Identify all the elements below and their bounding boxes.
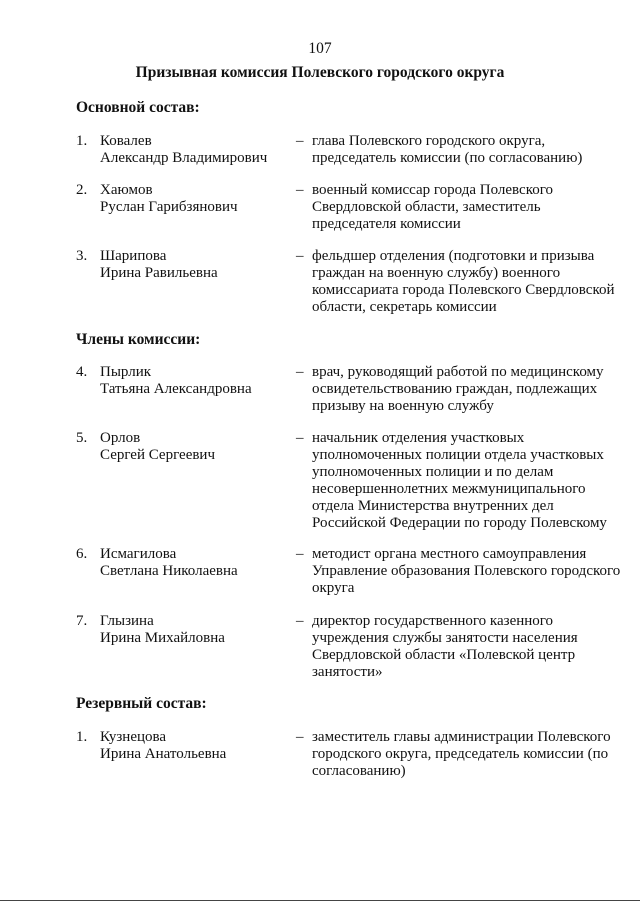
section-heading-members: Члены комиссии: [76,331,201,348]
member-role: глава Полевского городского округа, председатель комиссии (по согласованию) [312,133,583,166]
page-number: 107 [308,40,332,57]
member-role: директор государственного казенного учреждения службы занятости населения Свердловской области «Полевской центр занятости» [312,613,578,680]
dash-separator: – [296,546,304,562]
member-entry [76,430,616,540]
member-name [100,133,285,167]
member-number: 6. [76,546,88,562]
member-name [100,430,285,464]
member-surname: Шарипова [100,248,167,264]
member-surname: Хаюмов [100,182,153,198]
document-title: Призывная комиссия Полевского городского округа [135,64,505,81]
member-number: 1. [76,133,88,149]
member-given-name: Светлана Николаевна [100,563,238,579]
member-entry [76,613,616,703]
member-role: фельдшер отделения (подготовки и призыва граждан на военную службу) военного комиссариата города Полевского Свердловской области, секретарь комиссии [312,248,615,315]
dash-separator: – [296,248,304,264]
member-role: врач, руководящий работой по медицинскому освидетельствованию граждан, подлежащих призыву на военную службу [312,364,604,414]
member-given-name: Ирина Равильевна [100,265,218,281]
member-role: начальник отделения участковых уполномоченных полиции отдела участковых уполномоченных полиции и по делам несовершеннолетних межмуниципального отдела Министерства внутренних дел Российской Федерации по городу Полевскому [312,430,607,531]
dash-separator: – [296,182,304,198]
member-given-name: Ирина Анатольевна [100,746,227,762]
member-entry [76,729,616,819]
member-surname: Глызина [100,613,154,629]
member-entry [76,248,616,338]
member-name [100,613,285,647]
member-number: 5. [76,430,88,446]
member-given-name: Сергей Сергеевич [100,447,216,463]
dash-separator: – [296,133,304,149]
member-name [100,248,285,282]
dash-separator: – [296,613,304,629]
section-heading-main: Основной состав: [76,99,200,116]
member-role: заместитель главы администрации Полевского городского округа, председатель комиссии (по согласованию) [312,729,611,779]
member-given-name: Ирина Михайловна [100,630,225,646]
dash-separator: – [296,430,304,446]
member-name [100,364,285,398]
member-given-name: Татьяна Александровна [100,381,252,397]
member-name [100,546,285,580]
member-surname: Кузнецова [100,729,167,745]
member-surname: Пырлик [100,364,152,380]
member-surname: Ковалев [100,133,152,149]
page-bottom-rule [0,900,640,901]
member-name [100,729,285,763]
member-number: 1. [76,729,88,745]
member-given-name: Руслан Гарибзянович [100,199,238,215]
member-name [100,182,285,216]
member-given-name: Александр Владимирович [100,150,268,166]
member-number: 4. [76,364,88,380]
member-surname: Орлов [100,430,141,446]
member-number: 7. [76,613,88,629]
member-role: методист органа местного самоуправления Управление образования Полевского городского округа [312,546,621,596]
member-number: 2. [76,182,88,198]
dash-separator: – [296,729,304,745]
dash-separator: – [296,364,304,380]
member-number: 3. [76,248,88,264]
member-role: военный комиссар города Полевского Свердловской области, заместитель председателя комиссии [312,182,554,232]
section-heading-reserve: Резервный состав: [76,695,207,712]
member-surname: Исмагилова [100,546,177,562]
